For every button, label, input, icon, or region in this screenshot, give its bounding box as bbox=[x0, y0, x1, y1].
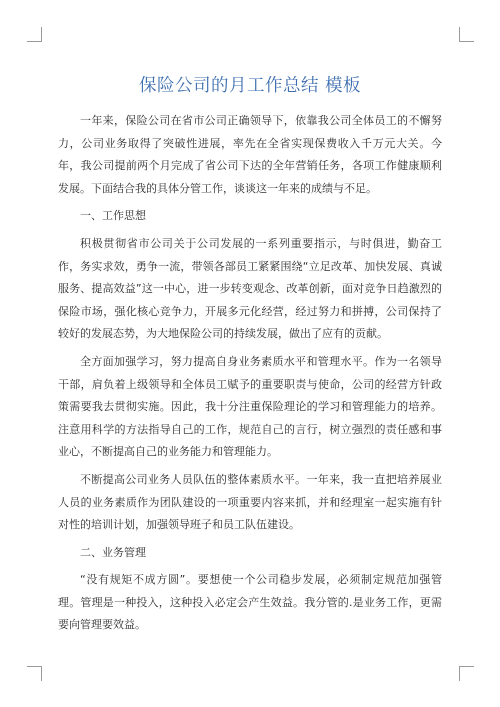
crop-mark-bottom-right bbox=[459, 666, 474, 681]
management-paragraph: “没有规矩不成方圆”。要想使一个公司稳步发展，必须制定规范加强管理。管理是一种投入，这种投入必定会产生效益。我分管的.是业务工作，更需要向管理要效益。 bbox=[58, 573, 442, 632]
intro-paragraph: 一年来，保险公司在省市公司正确领导下，依靠我公司全体员工的不懈努力，公司业务取得了突破性进展，率先在全省实现保费收入千万元大关。今年，我公司提前两个月完成了省公司下达的全年营销任务，各项工作健康顺利发展。下面结合我的具体分管工作，谈谈这一年来的成绩与不足。 bbox=[58, 114, 442, 195]
document-body bbox=[58, 110, 442, 642]
crop-mark-bottom-left bbox=[27, 666, 42, 681]
team-quality-paragraph: 不断提高公司业务人员队伍的整体素质水平。一年来，我一直把培养展业人员的业务素质作为团队建设的一项重要内容来抓，并和经理室一起实施有针对性的培训计划，加强领导班子和员工队伍建设。 bbox=[58, 472, 442, 532]
document-title: 保险公司的月工作总结 模板 bbox=[138, 75, 362, 96]
crop-mark-top-left bbox=[27, 27, 42, 42]
work-thinking-paragraph: 积极贯彻省市公司关于公司发展的一系列重要指示，与时俱进，勤奋工作，务实求效，勇争一流，带领各部员工紧紧围绕“立足改革、加快发展、真诚服务、提高效益”这一中心，进一步转变观念、改革创新，面对竞争日趋激烈的保险市场，强化核心竞争力，开展多元化经营，经过努力和拼搏，公司保持了较好的发展态势，为大地保险公司的持续发展，做出了应有的贡献。 bbox=[58, 236, 442, 341]
section-heading-work-thinking: 一、工作思想 bbox=[80, 209, 146, 223]
study-paragraph: 全方面加强学习，努力提高自身业务素质水平和管理水平。作为一名领导干部，肩负着上级领导和全体员工赋予的重要职责与使命，公司的经营方针政策需要我去贯彻实施。因此，我十分注重保险理论的学习和管理能力的培养。注意用科学的方法指导自己的工作，规范自己的言行，树立强烈的责任感和事业心，不断提高自己的业务能力和管理能力。 bbox=[58, 354, 442, 459]
crop-mark-top-right bbox=[459, 27, 474, 42]
section-heading-business-management: 二、业务管理 bbox=[80, 545, 146, 559]
